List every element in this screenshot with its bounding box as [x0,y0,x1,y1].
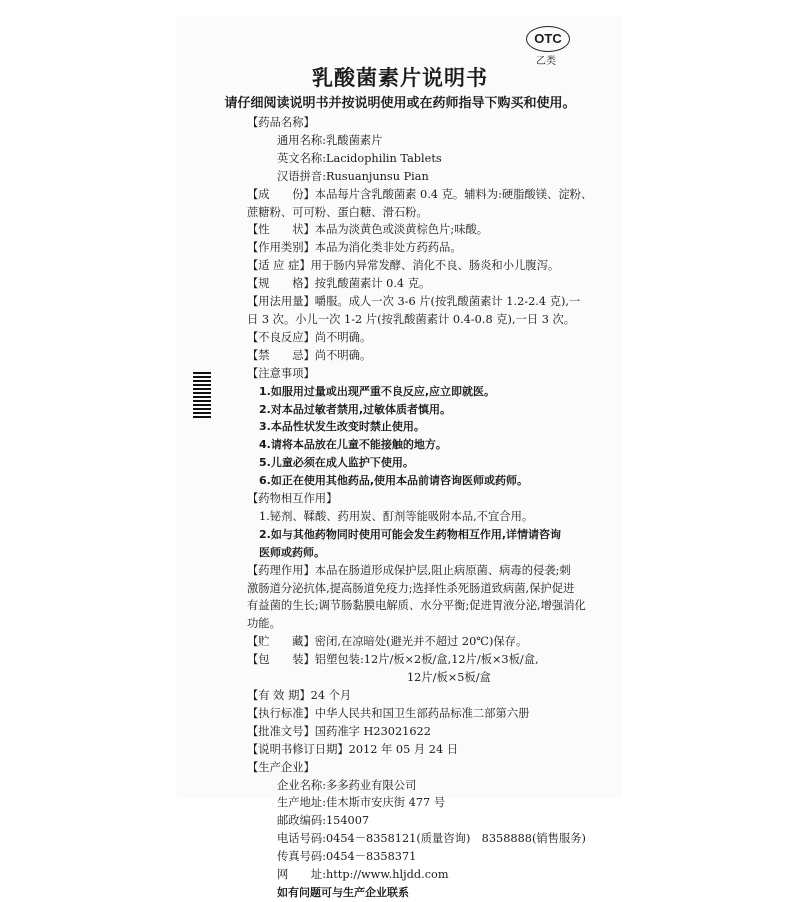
precaution-item: 6.如正在使用其他药品,使用本品前请咨询医师或药师。 [259,474,529,488]
barcode-strip [193,372,211,418]
precaution-item: 5.儿童必须在成人监护下使用。 [259,456,414,470]
pharmacology-line-3: 有益菌的生长;调节肠黏膜电解质、水分平衡;促进胃液分泌,增强消化 [247,599,586,613]
company-address: 生产地址:佳木斯市安庆街 477 号 [277,796,446,810]
adverse-reactions: 【不良反应】尚不明确。 [247,330,372,344]
ingredients-line-1: 【成 份】本品每片含乳酸菌素 0.4 克。辅料为:硬脂酸镁、淀粉、 [247,187,593,201]
storage: 【贮 藏】密闭,在凉暗处(避光并不超过 20℃)保存。 [247,635,528,649]
document-title: 乳酸菌素片说明书 [312,66,488,90]
contraindications: 【禁 忌】尚不明确。 [247,348,372,362]
usage-notice: 请仔细阅读说明书并按说明使用或在药师指导下购买和使用。 [224,96,576,111]
precautions-header: 【注意事项】 [247,366,315,380]
pinyin-name: 汉语拼音:Rusuanjunsu Pian [277,169,429,183]
standard: 【执行标准】中华人民共和国卫生部药品标准二部第六册 [247,706,530,720]
precaution-item: 2.对本品过敏者禁用,过敏体质者慎用。 [259,402,452,416]
manufacturer-header: 【生产企业】 [247,760,315,774]
otc-logo: OTC [526,26,570,52]
company-name: 企业名称:多多药业有限公司 [277,778,417,792]
precaution-item: 3.本品性状发生改变时禁止使用。 [259,420,425,434]
ingredients-line-2: 蔗糖粉、可可粉、蛋白糖、滑石粉。 [247,205,428,219]
dosage-line-1: 【用法用量】嚼服。成人一次 3-6 片(按乳酸菌素计 1.2-2.4 克),一 [247,295,581,309]
validity-period: 【有 效 期】24 个月 [247,689,352,702]
pharmacology-line-4: 功能。 [247,617,281,631]
package-line-2: 12片/板×5板/盒 [407,671,491,685]
dosage-line-2: 日 3 次。小儿一次 1-2 片(按乳酸菌素计 0.4-0.8 克),一日 3 次。 [247,312,576,326]
appearance: 【性 状】本品为淡黄色或淡黄棕色片;味酸。 [247,223,489,237]
interaction-item-2a: 2.如与其他药物同时使用可能会发生药物相互作用,详情请咨询 [259,527,562,541]
action-category: 【作用类别】本品为消化类非处方药药品。 [247,241,462,255]
fax-number: 传真号码:0454－8358371 [277,850,417,864]
footer-contact-note: 如有问题可与生产企业联系 [277,885,409,899]
indications: 【适 应 症】用于肠内异常发酵、消化不良、肠炎和小儿腹泻。 [247,259,560,273]
interaction-item-2b: 医师或药师。 [259,545,325,559]
drug-name-header: 【药品名称】 [247,116,315,129]
phone-number: 电话号码:0454－8358121(质量咨询) 8358888(销售服务) [277,832,586,846]
pharmacology-line-2: 激肠道分泌抗体,提高肠道免疫力;选择性杀死肠道致病菌,保护促进 [247,581,575,595]
specification: 【规 格】按乳酸菌素计 0.4 克。 [247,277,431,291]
precaution-item: 4.请将本品放在儿童不能接触的地方。 [259,438,447,452]
english-name: 英文名称:Lacidophilin Tablets [277,151,442,165]
generic-name: 通用名称:乳酸菌素片 [277,133,383,147]
pharmacology-line-1: 【药理作用】本品在肠道形成保护层,阻止病原菌、病毒的侵袭;刺 [247,563,571,577]
otc-class-label: 乙类 [536,56,556,67]
interactions-header: 【药物相互作用】 [247,492,338,506]
leaflet-body [247,114,593,902]
revision-date: 【说明书修订日期】2012 年 05 月 24 日 [247,742,459,756]
website: 网 址:http://www.hljdd.com [277,868,449,882]
postal-code: 邮政编码:154007 [277,814,370,828]
package-line-1: 【包 装】铝塑包装:12片/板×2板/盒,12片/板×3板/盒, [247,653,539,667]
precaution-item: 1.如服用过量或出现严重不良反应,应立即就医。 [259,384,496,398]
approval-number: 【批准文号】国药准字 H23021622 [247,724,431,738]
otc-badge [526,26,570,67]
interaction-item-1: 1.铋剂、鞣酸、药用炭、酊剂等能吸附本品,不宜合用。 [259,509,534,523]
